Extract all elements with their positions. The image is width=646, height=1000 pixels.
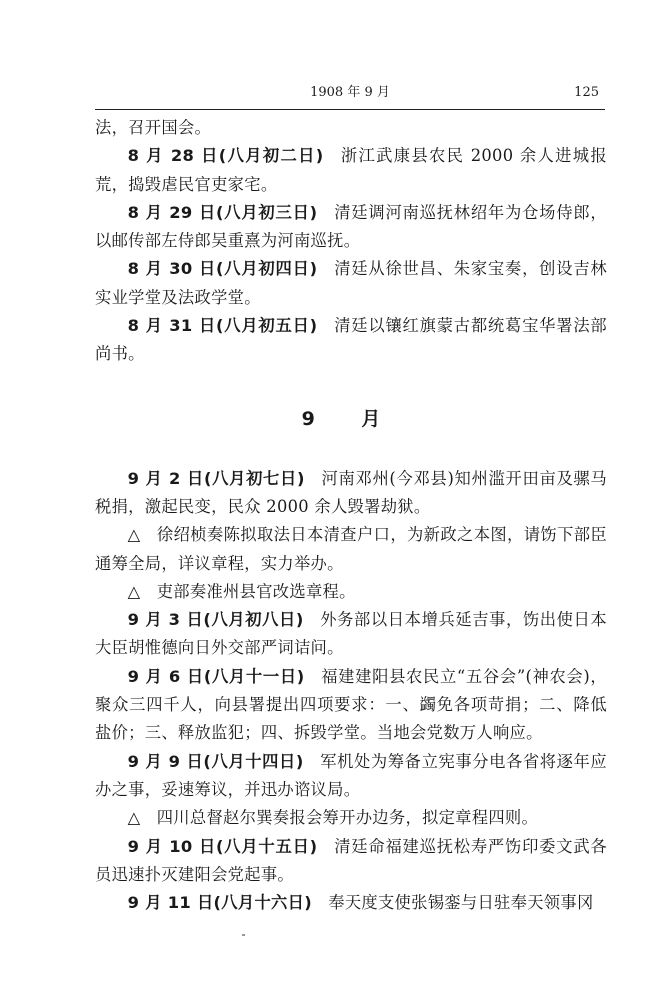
entry-paragraph xyxy=(95,578,607,606)
entry-paragraph xyxy=(95,663,607,748)
running-title: 1908 年 9 月 xyxy=(310,85,390,100)
entry-date: 8 月 30 日(八月初四日) xyxy=(127,259,318,279)
entry-text: 福建建阳县农民立“五谷会”(神农会)，聚众三四千人，向县署提出四项要求：一、蠲免各项苛捐；二、降低盐价；三、释放监犯；四、拆毁学堂。当地会党数万人响应。 xyxy=(95,666,607,743)
entry-paragraph xyxy=(95,804,607,832)
entry-paragraph xyxy=(95,465,607,522)
entry-paragraph xyxy=(95,889,607,917)
entry-text: 吏部奏准州县官改选章程。 xyxy=(156,581,356,601)
continuation-paragraph: 法，召开国会。 xyxy=(95,118,212,137)
entry-date: 8 月 28 日(八月初二日) xyxy=(127,146,324,166)
entry-text: 徐绍桢奏陈拟取法日本清查户口，为新政之本图，请饬下部臣通筹全局，详议章程，实力举办。 xyxy=(95,525,607,573)
entry-text: 清廷调河南巡抚林绍年为仓场侍郎，以邮传部左侍郎吴重熹为河南巡抚。 xyxy=(95,202,607,251)
entry-paragraph xyxy=(95,312,607,369)
entry-paragraph xyxy=(95,748,607,805)
entry-date: 9 月 10 日(八月十五日) xyxy=(127,836,318,856)
entry-paragraph xyxy=(95,142,607,199)
entry-date: 8 月 31 日(八月初五日) xyxy=(127,316,318,336)
entry-text: 清廷命福建巡抚松寿严饬印委文武各员迅速扑灭建阳会党起事。 xyxy=(95,836,607,884)
entry-date: 9 月 3 日(八月初八日) xyxy=(127,610,304,630)
running-header xyxy=(95,85,605,110)
entry-date: 9 月 6 日(八月十一日) xyxy=(127,666,305,686)
entry-text: 浙江武康县农民 2000 余人进城报荒，捣毁虐民官吏家宅。 xyxy=(95,146,608,194)
entry-text: 清廷以镶红旗蒙古都统葛宝华署法部尚书。 xyxy=(95,316,607,364)
triangle-marker: △ xyxy=(127,808,141,828)
triangle-marker: △ xyxy=(127,525,141,545)
entry-paragraph xyxy=(95,833,607,890)
entry-text: 清廷从徐世昌、朱家宝奏，创设吉林实业学堂及法政学堂。 xyxy=(95,259,607,307)
entry-paragraph xyxy=(95,606,607,663)
entry-date: 8 月 29 日(八月初三日) xyxy=(127,202,318,222)
page-number: 125 xyxy=(574,85,599,100)
scan-speck xyxy=(242,934,245,936)
entry-date: 9 月 2 日(八月初七日) xyxy=(127,468,305,488)
section-heading: 9 月 xyxy=(301,407,401,430)
entry-text: 奉天度支使张锡銮与日驻奉天领事冈 xyxy=(328,893,594,913)
entry-text: 四川总督赵尔巽奏报会筹开办边务，拟定章程四则。 xyxy=(156,808,539,828)
entry-paragraph xyxy=(95,199,607,256)
page-body xyxy=(95,114,607,917)
entry-text: 河南邓州(今邓县)知州滥开田亩及骡马税捐，激起民变，民众 2000 余人毁署劫狱。 xyxy=(95,468,607,516)
entry-text: 外务部以日本增兵延吉事，饬出使日本大臣胡惟德向日外交部严词诘问。 xyxy=(95,610,607,658)
entry-paragraph xyxy=(95,521,607,578)
entry-text: 军机处为筹备立宪事分电各省将逐年应办之事，妥速筹议，并迅办谘议局。 xyxy=(95,751,607,799)
entry-date: 9 月 11 日(八月十六日) xyxy=(127,893,312,913)
triangle-marker: △ xyxy=(127,581,141,601)
entry-date: 9 月 9 日(八月十四日) xyxy=(127,751,304,771)
entry-paragraph xyxy=(95,255,607,312)
